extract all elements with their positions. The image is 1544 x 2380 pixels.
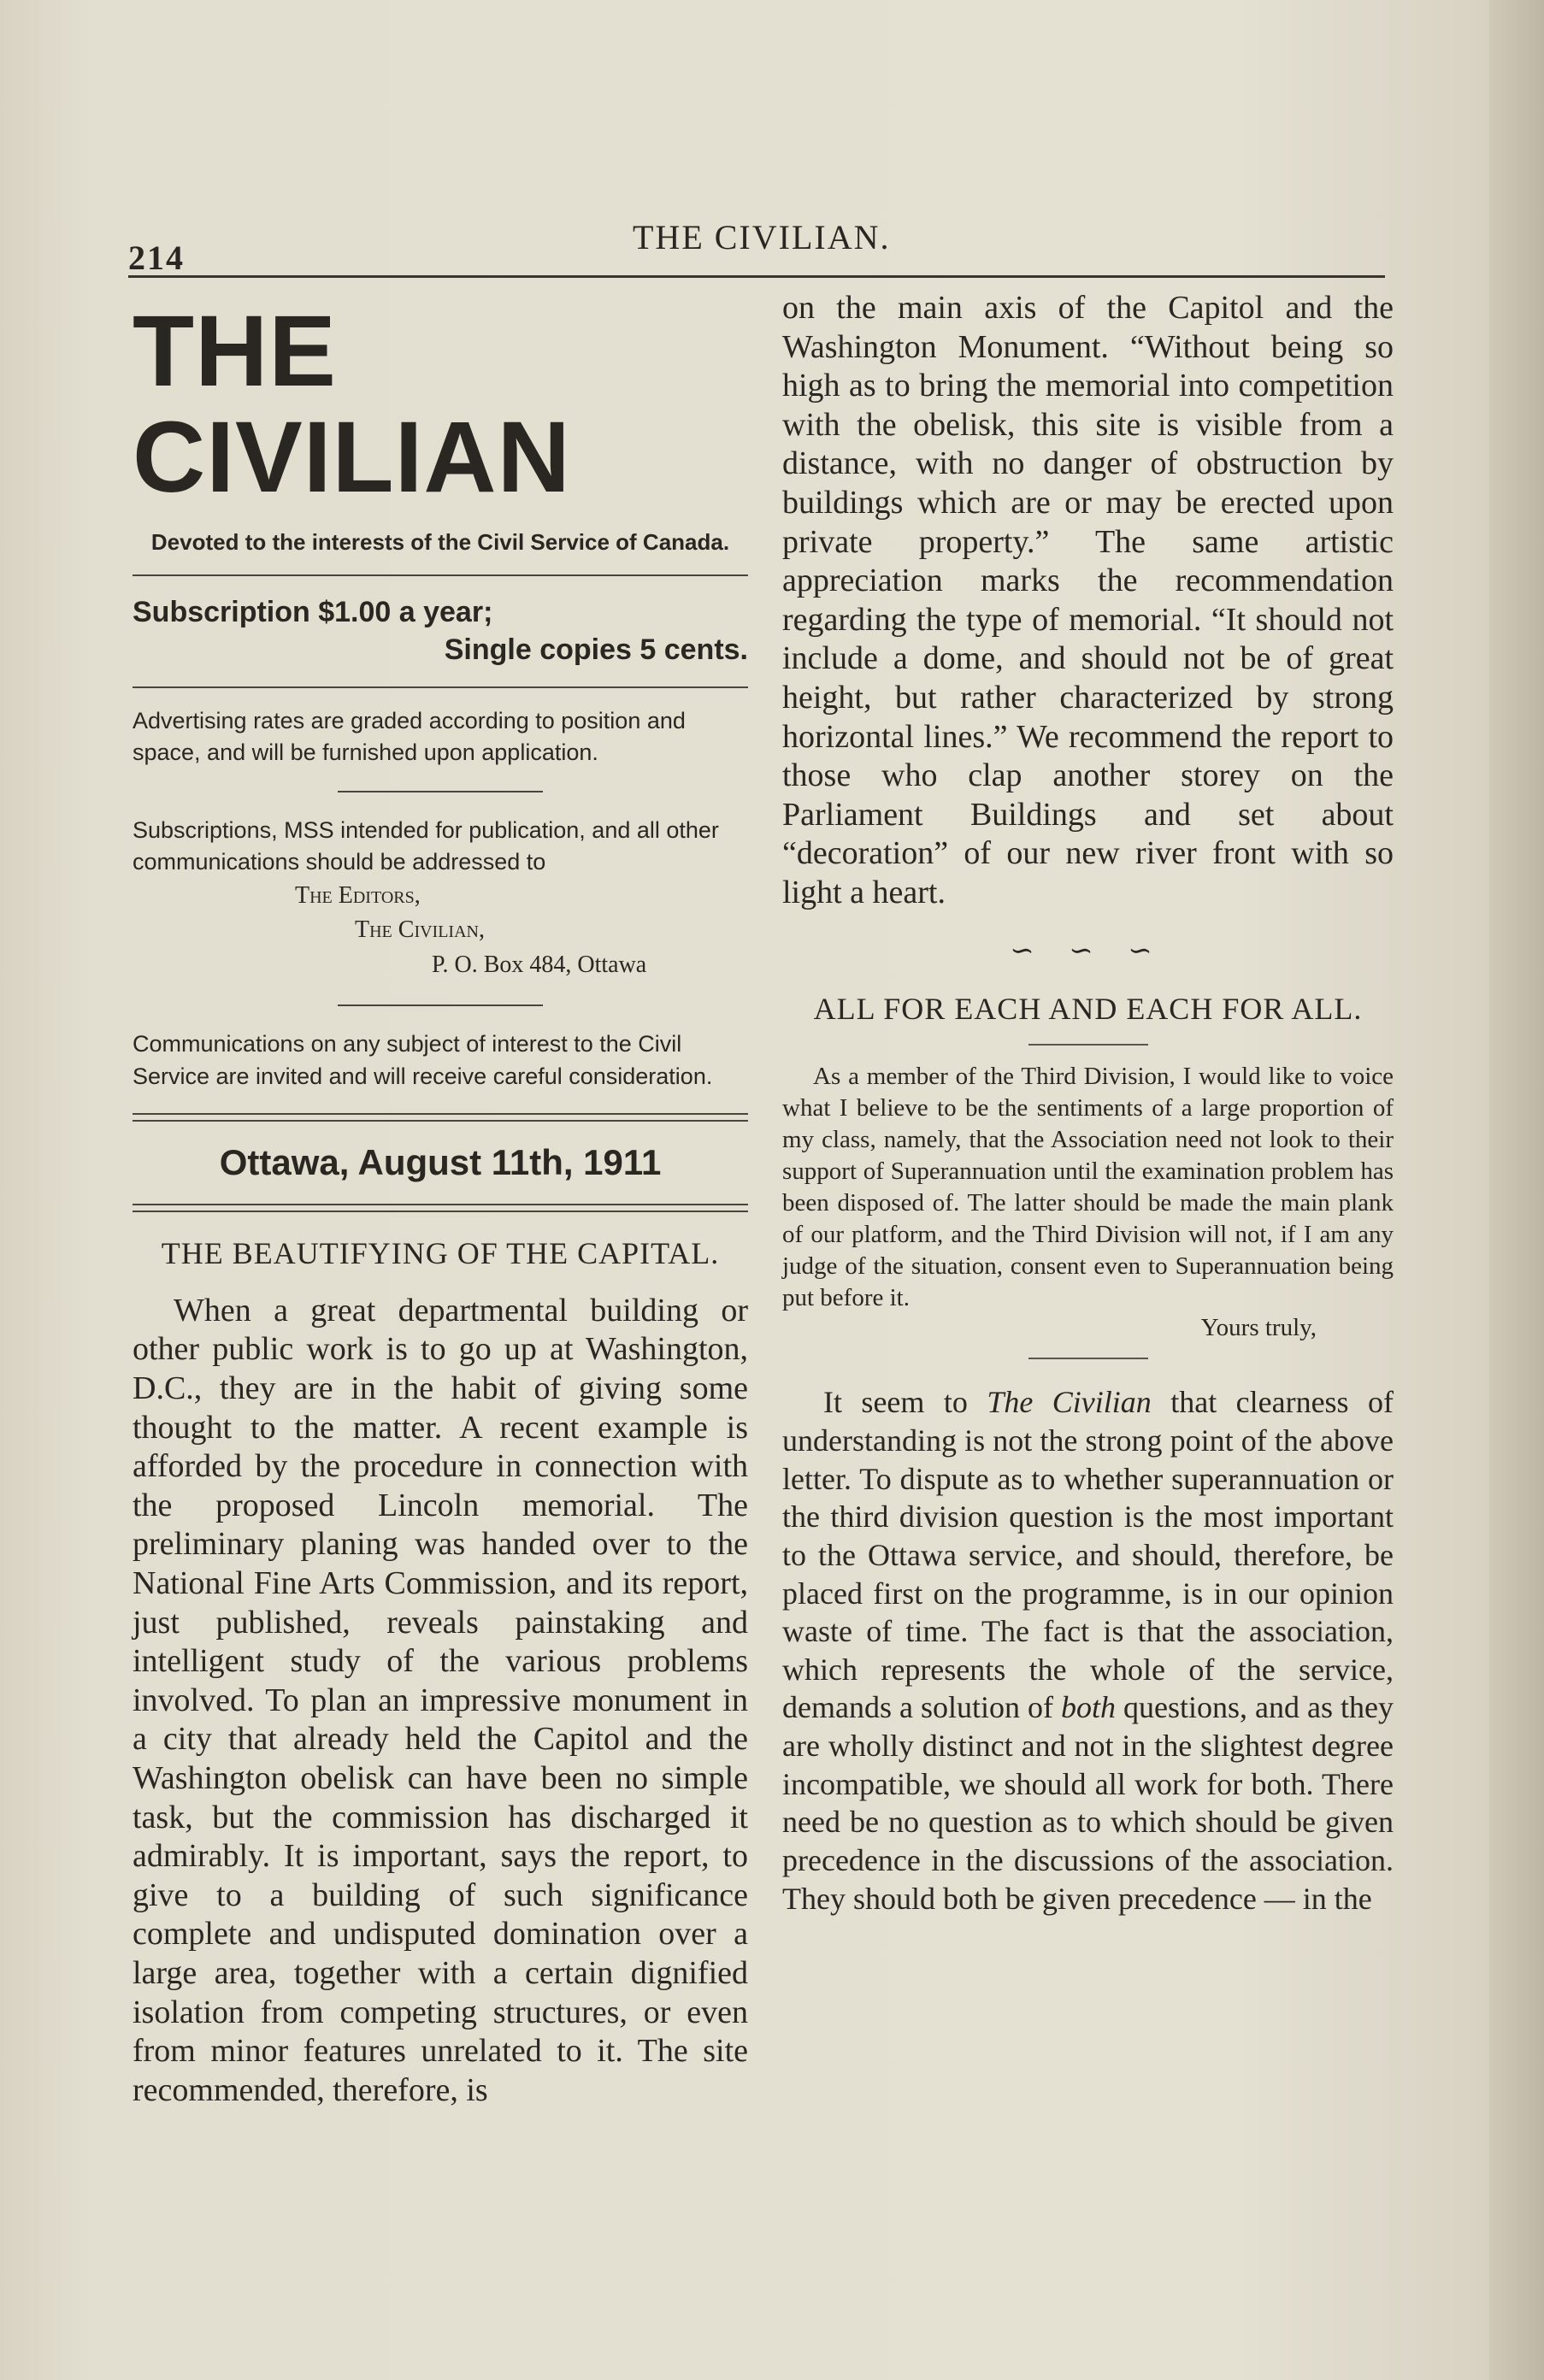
reply-paragraph <box>782 1383 1394 1918</box>
letter-body <box>782 1061 1394 1315</box>
short-divider <box>338 791 543 792</box>
single-copy-price: Single copies 5 cents. <box>444 633 748 667</box>
article-paragraph: When a great departmental building or other public work is to go up at Washington, D.C., they are in the habit of giving some thought to the matter. A recent example is afforded by the procedure in connection with the proposed Lincoln memorial. The preliminary planing was handed over to the National Fine Arts Commission, and its report, just published, reveals painstaking and intelligent study of the various problems involved. To plan an impressive monument in a city that already held the Capitol and the Washington obelisk can have been no simple task, but the commission has discharged it admirably. It is important, says the report, to give to a building of such significance complete and undisputed domination over a large area, together with a certain dignified isolation from competing structures, or even from minor features unrelated to it. The site recommended, therefore, is <box>133 1292 748 2108</box>
double-divider <box>133 1113 748 1122</box>
article-headline: ALL FOR EACH AND EACH FOR ALL. <box>813 991 1363 1026</box>
running-title: THE CIVILIAN. <box>633 218 891 256</box>
communications-note: Communications on any subject of interest to the Civil Service are invited and will receive careful consideration. <box>133 1031 713 1089</box>
reply-text: It seem to <box>823 1385 987 1420</box>
reply-body <box>782 1383 1394 1918</box>
page-edge <box>1489 0 1544 2380</box>
masthead-title: THE CIVILIAN <box>133 295 571 514</box>
dateline: Ottawa, August 11th, 1911 <box>219 1141 662 1182</box>
subscription-block <box>133 593 748 669</box>
page-header <box>128 212 1385 277</box>
reply-text: that clearness of understanding is not the strong point of the above letter. To dispute as to whether superannuation or the third division question is the most important to the Ottawa service, and should, therefore, be placed first on the programme, is in our opinion waste of time. The fact is that the association, which represents the whole of the service, demands a solution of <box>782 1385 1394 1725</box>
page-number: 214 <box>128 239 185 277</box>
advertising-note: Advertising rates are graded according to position and space, and will be furnished upon application. <box>133 707 686 765</box>
address-editors: The Editors, <box>295 881 421 909</box>
letter-signoff: Yours truly, <box>1200 1314 1317 1342</box>
mini-divider <box>1028 1044 1148 1046</box>
divider <box>133 574 748 576</box>
devoted-line: Devoted to the interests of the Civil Service of Canada. <box>150 528 730 555</box>
ornament-divider: ∽ ∽ ∽ <box>1010 934 1166 967</box>
article-paragraph: on the main axis of the Capitol and the Washington Monument. “Without being so high as to bring the memorial into competition with the obelisk, this site is visible from a distance, with no danger of obstruction by buildings which are or may be erected upon private property.” The same artistic appreciation marks the recommendation regarding the type of memorial. “It should not include a dome, and should not be of great height, but rather characterized by strong horizontal lines.” We recommend the report to those who clap another storey on the Parliament Buildings and set about “decoration” of our new river front with so light a heart. <box>782 290 1394 910</box>
address-box: P. O. Box 484, Ottawa <box>432 951 647 978</box>
article-body <box>133 1292 748 2110</box>
address-civilian: The Civilian, <box>355 916 485 944</box>
article-body-continued <box>782 289 1394 913</box>
mini-divider <box>1028 1358 1148 1359</box>
divider <box>133 686 748 688</box>
right-column <box>782 289 1394 1918</box>
subscription-price: Subscription $1.00 a year; <box>133 596 493 629</box>
double-divider <box>133 1204 748 1212</box>
short-divider <box>338 1004 543 1006</box>
header-rule <box>128 275 1385 278</box>
article-headline: THE BEAUTIFYING OF THE CAPITAL. <box>161 1235 720 1270</box>
left-column <box>133 291 748 2110</box>
subscriptions-note: Subscriptions, MSS intended for publication, and all other communications should be addressed to <box>133 817 719 875</box>
reply-emphasis: both <box>1061 1690 1117 1725</box>
letter-paragraph: As a member of the Third Division, I would like to voice what I believe to be the sentiments of a large proportion of my class, namely, that the Association need not look to their support of Superannuation until the examination problem has been disposed of. The latter should be made the main plank of our platform, and the Third Division will not, if I am any judge of the situation, consent even to Superannuation being put before it. <box>782 1062 1394 1312</box>
reply-text: questions, and as they are wholly distinct and not in the slightest degree incompatible, we should all work for both. There need be no question as to which should be given precedence in the discussions of the association. They should both be given precedence — in the <box>782 1690 1394 1916</box>
reply-publication-name: The Civilian <box>987 1385 1152 1420</box>
